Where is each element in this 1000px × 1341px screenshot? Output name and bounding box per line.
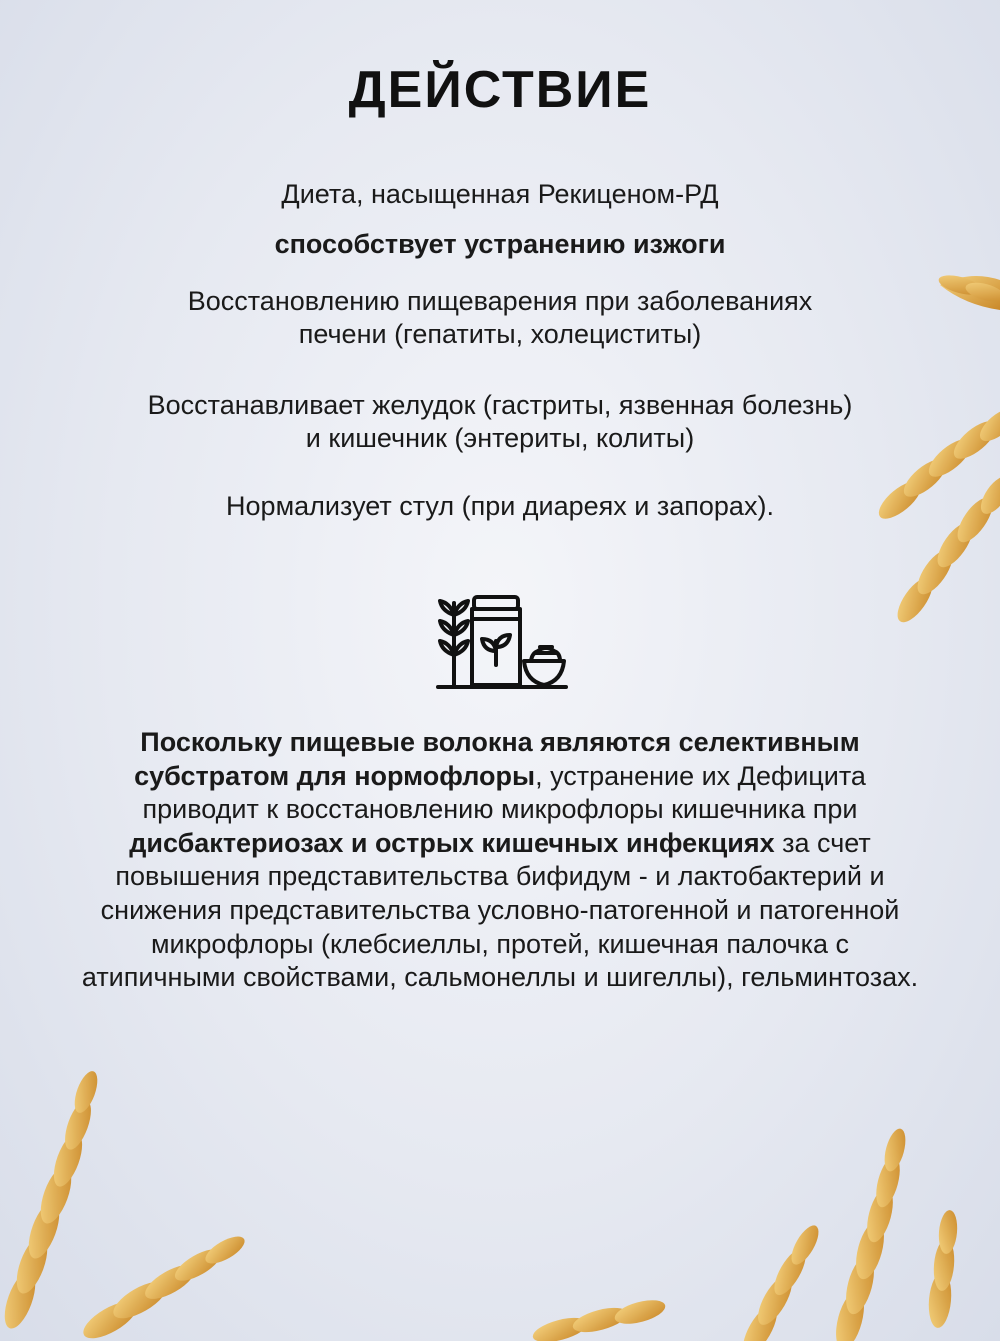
intro-line: Диета, насыщенная Рекиценом-РД — [281, 179, 719, 209]
item2-line2: и кишечник (энтериты, колиты) — [305, 423, 695, 453]
fiber-paragraph — [80, 726, 920, 995]
page-title: ДЕЙСТВИЕ — [348, 61, 652, 119]
item2-line1: Восстанавливает желудок (гастриты, язвенная болезнь) — [147, 390, 853, 420]
jar-wheat-bowl-icon — [436, 595, 568, 690]
paragraph-text-1: , устранение их Дефицита приводит к восстановлению микрофлоры кишечника при — [142, 760, 866, 825]
paragraph-bold-2: дисбактериозах и острых кишечных инфекциях — [129, 827, 775, 858]
item3-line: Нормализует стул (при диареях и запорах). — [226, 491, 774, 521]
intro-bold: способствует устранению изжоги — [274, 229, 726, 259]
paragraph-text-2: за счет повышения представительства бифидум - и лактобактерий и снижения представительства условно-патогенной и патогенной микрофлоры (клебсиеллы, протей, кишечная палочка с атипичными свойствами, сальмонеллы и шигеллы), гельминтозах. — [81, 827, 919, 993]
item1-line2: печени (гепатиты, холециститы) — [298, 319, 702, 349]
paragraph-bold-1: Поскольку пищевые волокна являются селективным субстратом для нормофлоры — [134, 727, 860, 791]
item1-line1: Восстановлению пищеварения при заболеваниях — [187, 286, 813, 316]
wheat-ear-bottom-right — [530, 1126, 959, 1341]
wheat-ear-bottom-left — [0, 1068, 249, 1341]
